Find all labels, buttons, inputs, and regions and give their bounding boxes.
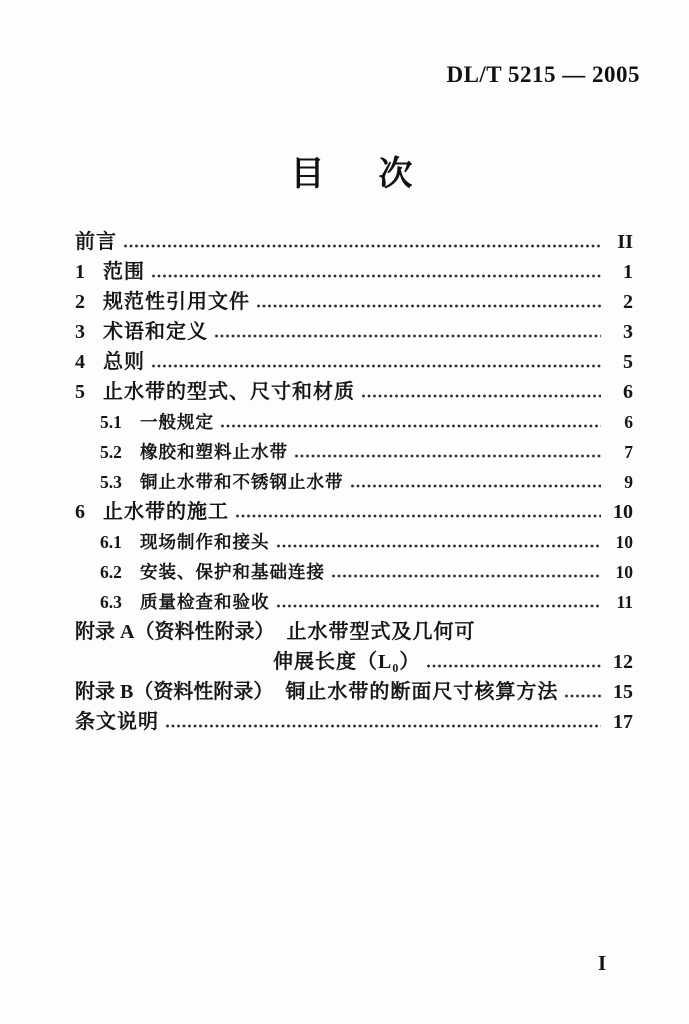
entry-page-number: 7 <box>624 442 633 462</box>
entry-number: 6.3 <box>100 592 122 612</box>
page-number-footer: I <box>598 951 607 975</box>
dot-leader <box>361 392 601 400</box>
toc-entry-explanation <box>75 707 633 737</box>
entry-label: 止水带型式及几何可 <box>286 621 476 643</box>
entry-number: 6 <box>75 501 85 523</box>
entry-label: 规范性引用文件 <box>103 291 250 313</box>
entry-number: 6.1 <box>100 532 122 552</box>
entry-page-number: 3 <box>623 321 633 343</box>
toc-entry-3 <box>75 317 633 347</box>
toc-entry-6-1 <box>75 527 633 557</box>
dot-leader <box>331 572 601 580</box>
entry-page-number: 5 <box>623 351 633 373</box>
dot-leader <box>276 602 602 610</box>
toc-entry-appendix-b <box>75 677 633 707</box>
entry-label: 前言 <box>75 231 117 253</box>
entry-label: 术语和定义 <box>103 321 208 343</box>
entry-label: 铜止水带和不锈钢止水带 <box>140 472 344 492</box>
entry-label: 橡胶和塑料止水带 <box>140 442 288 462</box>
toc-entry-foreword <box>75 227 633 257</box>
standard-number-header: DL/T 5215 — 2005 <box>446 62 640 87</box>
toc-entry-6-2 <box>75 557 633 587</box>
toc-entry-6-3 <box>75 587 633 617</box>
entry-page-number: 12 <box>613 651 633 673</box>
dot-leader <box>294 452 601 460</box>
entry-number: 2 <box>75 291 85 313</box>
toc-list <box>75 227 633 737</box>
entry-label: 范围 <box>103 261 145 283</box>
toc-entry-5-3 <box>75 467 633 497</box>
dot-leader <box>276 542 602 550</box>
entry-label: 一般规定 <box>140 412 214 432</box>
dot-leader <box>214 332 601 340</box>
entry-page-number: 10 <box>615 532 633 552</box>
dot-leader <box>151 272 601 280</box>
entry-number: 5 <box>75 381 85 403</box>
toc-entry-1 <box>75 257 633 287</box>
dot-leader <box>564 692 601 700</box>
entry-label: 止水带的型式、尺寸和材质 <box>103 381 355 403</box>
entry-number: 5.3 <box>100 472 122 492</box>
entry-page-number: 6 <box>623 381 633 403</box>
entry-label: 质量检查和验收 <box>140 592 270 612</box>
toc-title-char-2: 次 <box>378 156 413 193</box>
entry-page-number: 15 <box>613 681 633 703</box>
toc-entry-appendix-a-line1 <box>75 617 633 647</box>
dot-leader <box>426 662 601 670</box>
entry-number: 附录 A（资料性附录） <box>75 621 275 643</box>
entry-number: 4 <box>75 351 85 373</box>
toc-title-char-1: 目 <box>290 156 325 193</box>
entry-number: 6.2 <box>100 562 122 582</box>
entry-page-number: 17 <box>613 711 633 733</box>
entry-page-number: 6 <box>624 412 633 432</box>
entry-number: 3 <box>75 321 85 343</box>
entry-page-number: 2 <box>623 291 633 313</box>
toc-entry-appendix-a-line2 <box>75 647 633 677</box>
entry-label: 条文说明 <box>75 711 159 733</box>
toc-entry-5 <box>75 377 633 407</box>
entry-label: 止水带的施工 <box>103 501 229 523</box>
entry-label: 铜止水带的断面尺寸核算方法 <box>285 681 559 703</box>
entry-number: 附录 B（资料性附录） <box>75 681 274 703</box>
entry-number: 5.1 <box>100 412 122 432</box>
entry-page-number: 9 <box>624 472 633 492</box>
entry-label: 现场制作和接头 <box>140 532 270 552</box>
entry-page-number: 10 <box>615 562 633 582</box>
toc-title <box>0 146 689 195</box>
entry-page-number: 10 <box>613 501 633 523</box>
toc-entry-5-1 <box>75 407 633 437</box>
dot-leader <box>151 362 601 370</box>
entry-page-number: 1 <box>623 261 633 283</box>
dot-leader <box>235 512 601 520</box>
entry-label: 安装、保护和基础连接 <box>140 562 325 582</box>
dot-leader <box>165 722 601 730</box>
toc-entry-6 <box>75 497 633 527</box>
toc-entry-5-2 <box>75 437 633 467</box>
entry-number: 1 <box>75 261 85 283</box>
dot-leader <box>350 482 602 490</box>
toc-entry-2 <box>75 287 633 317</box>
entry-label: 总则 <box>103 351 145 373</box>
entry-page-number: 11 <box>616 592 633 612</box>
dot-leader <box>220 422 601 430</box>
dot-leader <box>256 302 601 310</box>
entry-number: 5.2 <box>100 442 122 462</box>
dot-leader <box>123 242 601 250</box>
entry-label: 伸展长度（L₀） <box>273 651 421 673</box>
toc-entry-4 <box>75 347 633 377</box>
entry-page-number: II <box>617 231 633 253</box>
